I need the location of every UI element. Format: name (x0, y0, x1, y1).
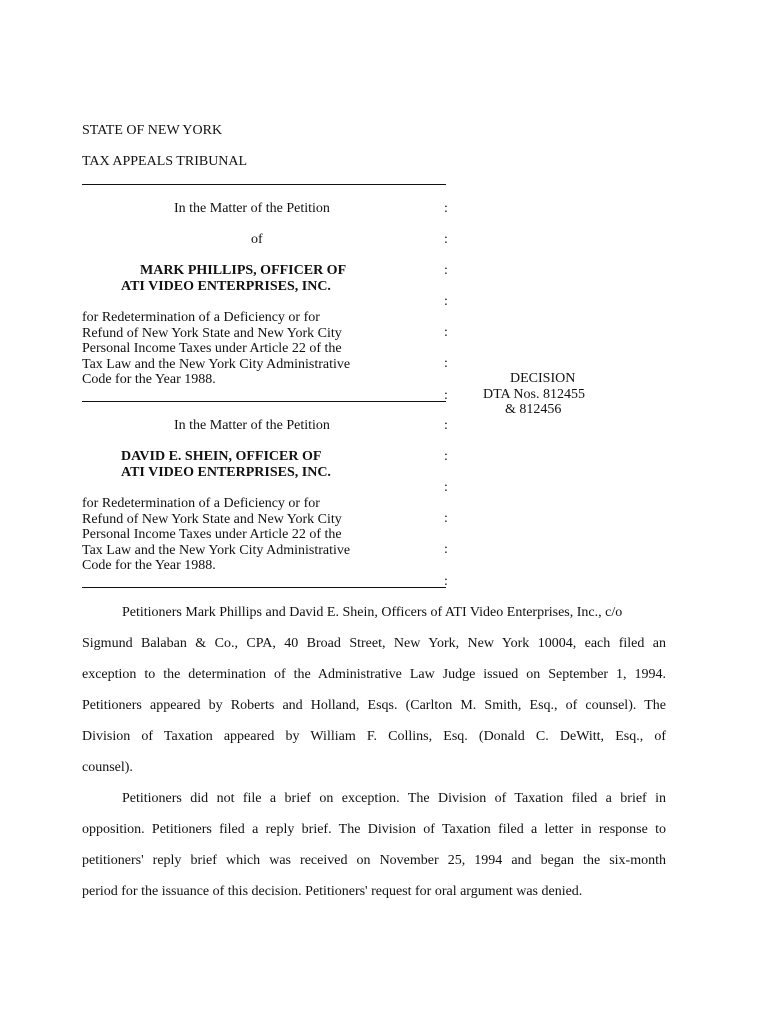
caption-colon: : (444, 356, 448, 371)
caption2-purpose-line: Code for the Year 1988. (82, 558, 216, 573)
caption-colon: : (444, 232, 448, 247)
caption1-name-line1: MARK PHILLIPS, OFFICER OF (140, 263, 347, 278)
paragraph-line: Division of Taxation appeared by William F. Collins, Esq. (Donald C. DeWitt, Esq., of (82, 729, 666, 744)
body-paragraph-1 (82, 597, 666, 783)
caption1-matter: In the Matter of the Petition (174, 201, 330, 216)
caption-colon: : (444, 325, 448, 340)
paragraph-line: period for the issuance of this decision. Petitioners' request for oral argument was denied. (82, 884, 583, 899)
caption-colon: : (444, 201, 448, 216)
paragraph-line: exception to the determination of the Administrative Law Judge issued on September 1, 1994. (82, 667, 666, 682)
caption-colon: : (444, 449, 448, 464)
caption-colon: : (444, 388, 448, 403)
caption2-matter: In the Matter of the Petition (174, 418, 330, 433)
tribunal-heading: TAX APPEALS TRIBUNAL (82, 154, 248, 169)
paragraph-line: Petitioners did not file a brief on exception. The Division of Taxation filed a brief in (122, 791, 666, 806)
caption-bottom-rule (82, 587, 446, 588)
caption1-of: of (251, 232, 263, 247)
caption-colon: : (444, 480, 448, 495)
paragraph-line: Sigmund Balaban & Co., CPA, 40 Broad Street, New York, New York 10004, each filed an (82, 636, 666, 651)
caption-colon: : (444, 418, 448, 433)
caption-colon: : (444, 574, 448, 589)
caption-separator-rule (82, 401, 446, 402)
paragraph-line: Petitioners appeared by Roberts and Holland, Esqs. (Carlton M. Smith, Esq., of counsel). The (82, 698, 666, 713)
caption2-purpose-line: Personal Income Taxes under Article 22 of the (82, 527, 342, 542)
caption1-purpose-line: Tax Law and the New York City Administrative (82, 357, 351, 372)
paragraph-line: Petitioners Mark Phillips and David E. Shein, Officers of ATI Video Enterprises, Inc., c/o (122, 605, 623, 620)
caption-colon: : (444, 511, 448, 526)
caption2-name-line1: DAVID E. SHEIN, OFFICER OF (121, 449, 322, 464)
caption1-purpose-line: for Redetermination of a Deficiency or for (82, 310, 320, 325)
caption2-purpose-line: Refund of New York State and New York City (82, 512, 342, 527)
caption2-purpose-line: Tax Law and the New York City Administrative (82, 543, 351, 558)
header-rule (82, 184, 446, 185)
caption-colon: : (444, 263, 448, 278)
caption1-name-line2: ATI VIDEO ENTERPRISES, INC. (121, 279, 331, 294)
caption1-purpose-line: Refund of New York State and New York City (82, 326, 342, 341)
caption1-purpose-line: Personal Income Taxes under Article 22 of the (82, 341, 342, 356)
dta-numbers: DTA Nos. 812455 (483, 387, 585, 402)
caption2-purpose-line: for Redetermination of a Deficiency or for (82, 496, 320, 511)
paragraph-line: counsel). (82, 760, 133, 775)
caption-colon: : (444, 542, 448, 557)
caption-colon: : (444, 294, 448, 309)
body-paragraph-2 (82, 783, 666, 907)
paragraph-line: petitioners' reply brief which was received on November 25, 1994 and began the six-month (82, 853, 666, 868)
paragraph-line: opposition. Petitioners filed a reply brief. The Division of Taxation filed a letter in response to (82, 822, 666, 837)
dta-numbers-continued: & 812456 (505, 402, 562, 417)
caption1-purpose-line: Code for the Year 1988. (82, 372, 216, 387)
state-heading: STATE OF NEW YORK (82, 123, 223, 138)
decision-label: DECISION (510, 371, 576, 386)
caption2-name-line2: ATI VIDEO ENTERPRISES, INC. (121, 465, 331, 480)
